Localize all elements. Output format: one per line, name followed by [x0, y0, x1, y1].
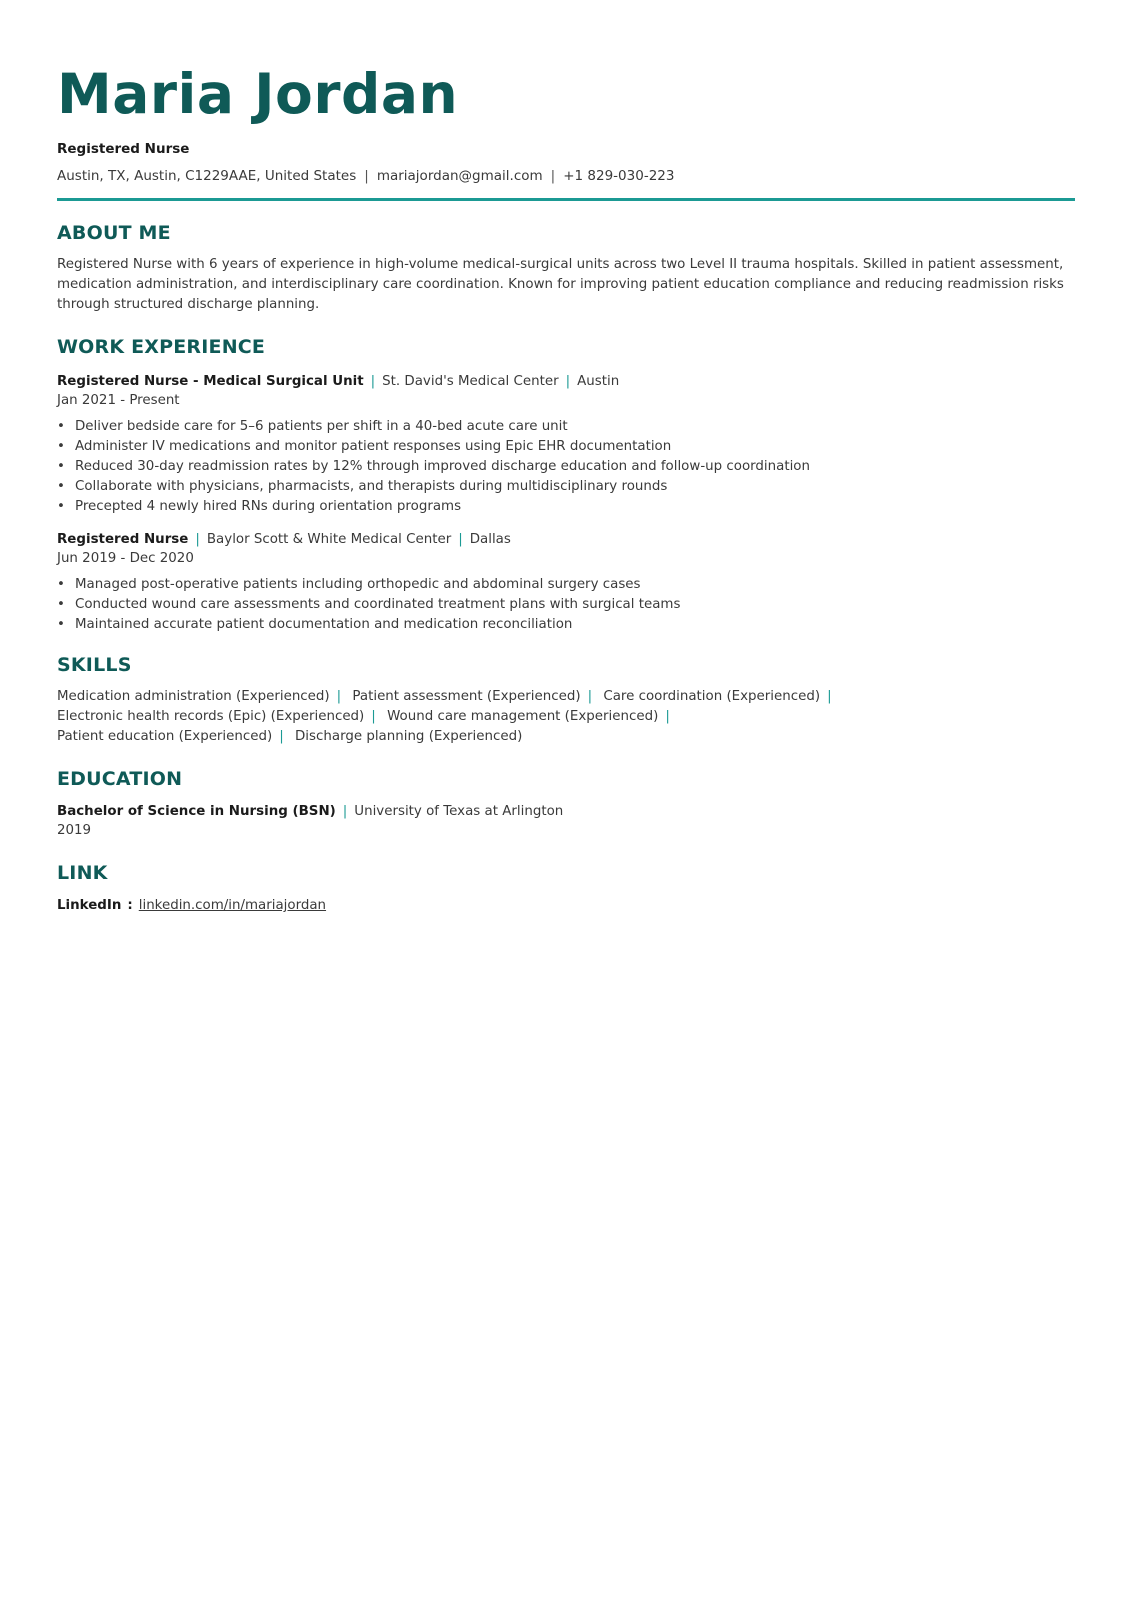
work-section-title: WORK EXPERIENCE	[57, 336, 266, 358]
job-entry	[57, 373, 1075, 517]
contact-address: Austin, TX, Austin, C1229AAE, United States	[57, 168, 357, 184]
bullet-text: Deliver bedside care for 5–6 patients per shift in a 40-bed acute care unit	[75, 419, 568, 434]
job-employer: Baylor Scott & White Medical Center	[206, 532, 452, 547]
contact-phone: +1 829-030-223	[563, 168, 675, 184]
job-bullets	[57, 575, 1075, 635]
contact-separator: |	[550, 168, 556, 184]
bullet-dot: •	[57, 577, 65, 592]
link-label: LinkedIn	[57, 898, 122, 913]
bullet-text: Reduced 30-day readmission rates by 12% through improved discharge education and follow-up coordination	[75, 459, 810, 474]
about-section-title: ABOUT ME	[57, 222, 171, 244]
link-colon: :	[127, 898, 133, 913]
skill-separator: |	[587, 689, 593, 704]
education-entry	[57, 803, 1075, 841]
skill-item: Electronic health records (Epic) (Experienced) |	[57, 709, 383, 724]
header-divider	[57, 198, 1075, 201]
job-heading	[57, 373, 1075, 391]
job-location: Austin	[577, 374, 620, 389]
contact-separator: |	[364, 168, 369, 184]
education-year: 2019	[57, 823, 92, 838]
job-heading	[57, 531, 1075, 549]
linkedin-link[interactable]: linkedin.com/in/mariajordan	[138, 898, 327, 913]
skills-section-title: SKILLS	[57, 654, 132, 676]
bullet-text: Precepted 4 newly hired RNs during orientation programs	[75, 499, 462, 514]
list-item	[57, 595, 1075, 615]
list-item	[57, 575, 1075, 595]
list-item	[57, 417, 1075, 437]
bullet-dot: •	[57, 617, 65, 632]
contact-email: mariajordan@gmail.com	[376, 168, 543, 184]
skill-item: Patient education (Experienced) |	[57, 729, 291, 744]
job-entry	[57, 531, 1075, 635]
education-degree: Bachelor of Science in Nursing (BSN)	[57, 804, 336, 819]
skill-separator: |	[336, 689, 342, 704]
skill-separator: |	[279, 729, 284, 744]
education-separator: |	[342, 804, 348, 819]
skill-separator: |	[371, 709, 376, 724]
bullet-text: Maintained accurate patient documentation and medication reconciliation	[75, 617, 573, 632]
skill-separator: |	[665, 709, 670, 724]
link-section-title: LINK	[57, 862, 108, 884]
skill-item: Wound care management (Experienced) |	[387, 709, 677, 724]
list-item	[57, 437, 1075, 457]
skill-item: Patient assessment (Experienced) |	[352, 689, 599, 704]
bullet-text: Conducted wound care assessments and coordinated treatment plans with surgical teams	[75, 597, 681, 612]
skill-item: Care coordination (Experienced) |	[603, 689, 838, 704]
job-separator: |	[565, 374, 571, 389]
skill-item: Discharge planning (Experienced)	[295, 729, 523, 744]
bullet-dot: •	[57, 479, 65, 494]
list-item	[57, 457, 1075, 477]
candidate-role: Registered Nurse	[57, 141, 190, 157]
link-row	[57, 897, 1075, 915]
bullet-dot: •	[57, 439, 65, 454]
bullet-dot: •	[57, 419, 65, 434]
job-title: Registered Nurse	[57, 532, 189, 547]
skill-item: Medication administration (Experienced) |	[57, 689, 348, 704]
bullet-text: Managed post-operative patients including orthopedic and abdominal surgery cases	[75, 577, 641, 592]
bullet-text: Collaborate with physicians, pharmacists, and therapists during multidisciplinary rounds	[75, 479, 668, 494]
education-school: University of Texas at Arlington	[354, 804, 564, 819]
job-employer: St. David's Medical Center	[382, 374, 559, 389]
bullet-dot: •	[57, 459, 65, 474]
education-section-title: EDUCATION	[57, 768, 183, 790]
list-item	[57, 497, 1075, 517]
job-dates: Jun 2019 - Dec 2020	[57, 551, 194, 566]
bullet-dot: •	[57, 499, 65, 514]
bullet-text: Administer IV medications and monitor patient responses using Epic EHR documentation	[75, 439, 672, 454]
education-heading	[57, 803, 1075, 821]
list-item	[57, 477, 1075, 497]
skills-list	[57, 687, 877, 747]
job-separator: |	[458, 532, 463, 547]
candidate-name: Maria Jordan	[57, 62, 459, 126]
job-separator: |	[195, 532, 200, 547]
list-item	[57, 615, 1075, 635]
job-title: Registered Nurse - Medical Surgical Unit	[57, 374, 364, 389]
bullet-dot: •	[57, 597, 65, 612]
skill-separator: |	[827, 689, 832, 704]
contact-line	[57, 167, 1075, 185]
job-dates: Jan 2021 - Present	[57, 393, 180, 408]
about-text: Registered Nurse with 6 years of experience in high-volume medical-surgical units across two Level II trauma hospitals. Skilled in patient assessment, medication administration, and interdisciplinary care coordination. Known for improving patient education compliance and reducing readmission risks through structured discharge planning.	[57, 257, 1064, 312]
job-location: Dallas	[469, 532, 511, 547]
job-bullets	[57, 417, 1075, 517]
job-separator: |	[370, 374, 376, 389]
